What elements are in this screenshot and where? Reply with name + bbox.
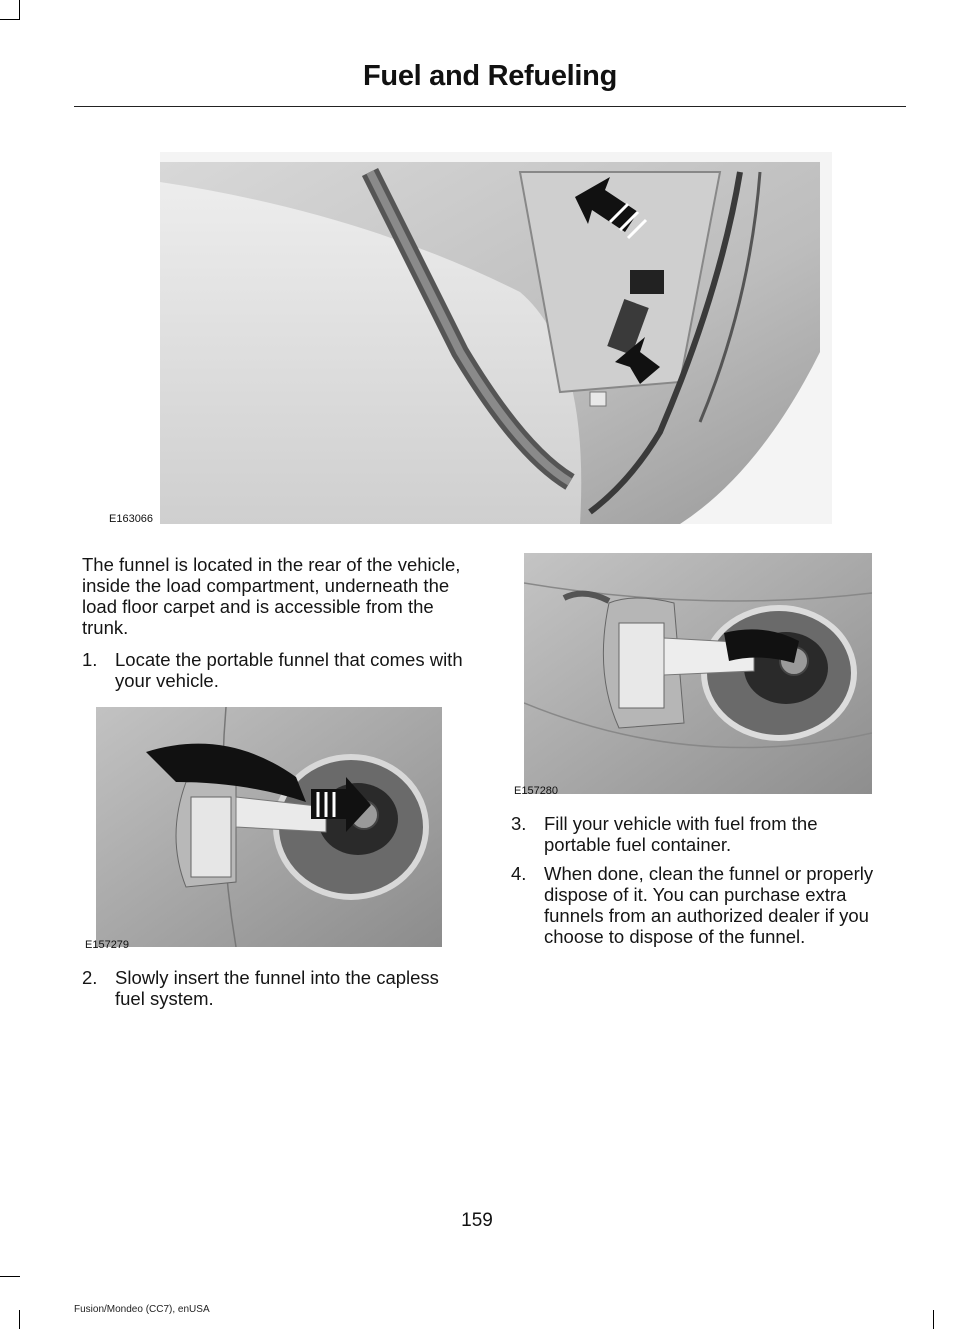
step-text: When done, clean the funnel or properly dispose of it. You can purchase extra funnels from an authorized dealer if you choose to dispose of the funnel. bbox=[544, 863, 874, 947]
step-text: Slowly insert the funnel into the capless fuel system. bbox=[115, 967, 439, 1009]
step-number: 2. bbox=[82, 967, 98, 988]
figure-code: E163066 bbox=[109, 513, 154, 525]
step-number: 4. bbox=[511, 863, 527, 884]
page-number: 159 bbox=[461, 1210, 493, 1231]
title-divider bbox=[74, 106, 906, 107]
step-text: Fill your vehicle with fuel from the portable fuel container. bbox=[544, 813, 818, 855]
step-number: 1. bbox=[82, 649, 98, 670]
crop-mark bbox=[0, 1276, 20, 1277]
crop-mark bbox=[0, 19, 20, 20]
document-id: Fusion/Mondeo (CC7), enUSA bbox=[74, 1304, 210, 1315]
figure-code: E157280 bbox=[514, 785, 559, 797]
intro-paragraph: The funnel is located in the rear of the vehicle, inside the load compartment, underneath the load floor carpet and is accessible from the trunk. bbox=[82, 554, 461, 638]
page-title: Fuel and Refueling bbox=[362, 60, 617, 92]
funnel-inserted-illustration bbox=[524, 553, 872, 794]
trunk-funnel-illustration bbox=[160, 152, 832, 524]
step-text: Locate the portable funnel that comes with your vehicle. bbox=[115, 649, 463, 691]
crop-mark bbox=[933, 1310, 934, 1329]
figure-code: E157279 bbox=[85, 939, 130, 951]
step-number: 3. bbox=[511, 813, 527, 834]
funnel-insert-illustration bbox=[96, 707, 442, 947]
crop-mark bbox=[19, 1310, 20, 1329]
crop-mark bbox=[19, 0, 20, 20]
